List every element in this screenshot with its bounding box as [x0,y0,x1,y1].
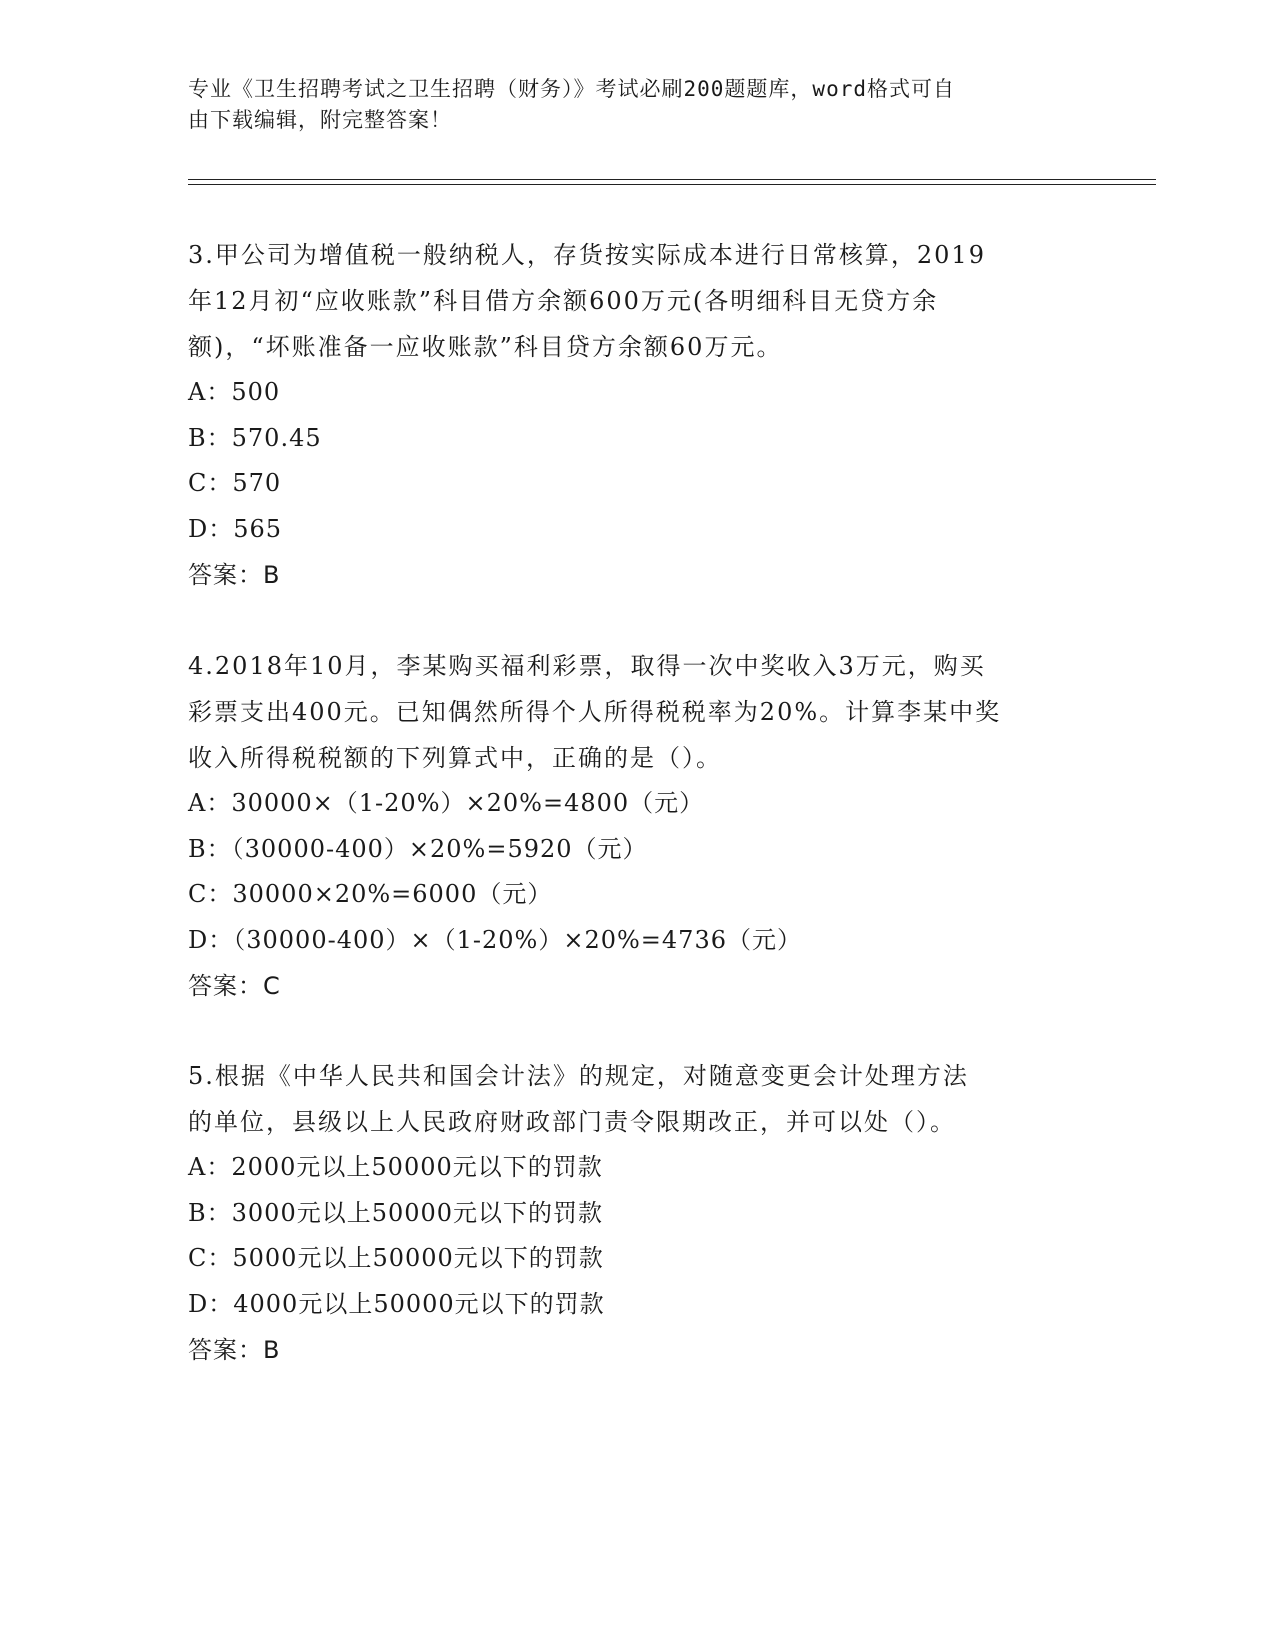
question-3 [188,232,1088,598]
question-3-option-c: C：570 [188,469,282,497]
question-4-option-b: B：（30000-400）×20%=5920（元） [188,834,648,863]
question-5-line-1: 5.根据《中华人民共和国会计法》的规定，对随意变更会计处理方法 [188,1062,969,1090]
question-5-answer: 答案：B [188,1336,281,1364]
question-3-option-a: A：500 [188,378,281,406]
question-4-line-1: 4.2018年10月，李某购买福利彩票，取得一次中奖收入3万元，购买 [188,652,986,680]
question-4-answer: 答案：C [188,972,281,1000]
question-5-line-2: 的单位，县级以上人民政府财政部门责令限期改正，并可以处（）。 [188,1108,956,1136]
question-3-line-1: 3.甲公司为增值税一般纳税人，存货按实际成本进行日常核算，2019 [188,241,986,269]
question-5-option-b: B：3000元以上50000元以下的罚款 [188,1198,604,1227]
header-divider-top [188,179,1156,180]
header-line-1: 专业《卫生招聘考试之卫生招聘（财务）》考试必刷200题题库，word格式可自 [188,77,955,101]
question-5-option-a: A：2000元以上50000元以下的罚款 [188,1153,603,1181]
question-5-option-c: C：5000元以上50000元以下的罚款 [188,1244,604,1272]
document-header [188,74,1068,136]
question-3-option-d: D：565 [188,514,283,543]
question-5 [188,1053,1088,1373]
question-3-answer: 答案：B [188,561,281,589]
question-5-option-d: D：4000元以上50000元以下的罚款 [188,1289,605,1318]
question-4-line-2: 彩票支出400元。已知偶然所得个人所得税税率为20%。计算李某中奖 [188,698,1002,726]
question-4-option-c: C：30000×20%=6000（元） [188,880,553,908]
question-3-option-b: B：570.45 [188,423,322,452]
question-4-option-a: A：30000×（1-20%）×20%=4800（元） [188,789,705,817]
question-4-line-3: 收入所得税税额的下列算式中，正确的是（）。 [188,744,722,772]
question-4-option-d: D：（30000-400）×（1-20%）×20%=4736（元） [188,925,802,954]
question-3-line-3: 额)，“坏账准备一应收账款”科目贷方余额60万元。 [188,333,783,361]
question-3-line-2: 年12月初“应收账款”科目借方余额600万元(各明细科目无贷方余 [188,287,939,315]
question-4 [188,643,1088,1009]
header-divider-bottom [188,184,1156,185]
header-line-2: 由下载编辑，附完整答案！ [188,108,452,132]
